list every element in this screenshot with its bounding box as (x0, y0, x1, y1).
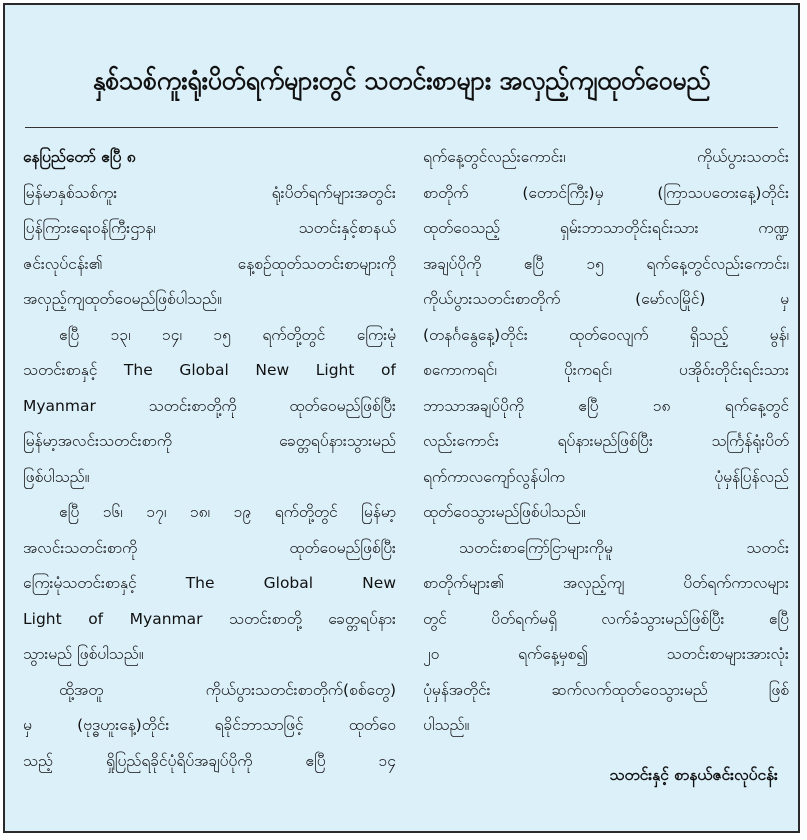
text-line: ဇင်းလုပ်ငန်း၏ နေ့စဉ်ထုတ်သတင်းစာများကို (23, 254, 396, 273)
left-column (23, 140, 396, 779)
text-line: အလင်းသတင်းစာကို ထုတ်ဝေမည်ဖြစ်ပြီး (23, 538, 396, 557)
headline-rule (25, 127, 778, 128)
text-line: ရက်ကာလကျော်လွန်ပါက ပုံမှန်ပြန်လည် (423, 467, 789, 486)
dateline: နေပြည်တော် ဧပြီ ၈ (23, 148, 136, 166)
text-line: တွင် ပိတ်ရက်မရှိ လက်ခံသွားမည်ဖြစ်ပြီး ဧပြီ (423, 609, 789, 628)
text-line: သွားမည် ဖြစ်ပါသည်။ (23, 645, 144, 663)
right-column (423, 140, 789, 744)
text-line: ၂၀ ရက်နေ့မှစ၍ သတင်းစာများအားလုံး (423, 645, 789, 663)
text-line: သည့် ရှိုပြည်ရခိုင်ပုံရိပ်အချပ်ပိုကို ဧပြီ ၁၄ (23, 751, 396, 770)
text-line: စကောကရင်၊ ပိုးကရင်၊ ပအိုဝ်းတိုင်းရင်းသား (423, 361, 789, 379)
text-line: ပုံမှန်အတိုင်း ဆက်လက်ထုတ်ဝေသွားမည် ဖြစ် (423, 680, 789, 699)
text-line: ရက်နေ့တွင်လည်းကောင်း၊ ကိုယ်ပွားသတင်း (423, 148, 789, 166)
text-line: ဖြစ်ပါသည်။ (23, 467, 90, 486)
text-line: ထို့အတူ ကိုယ်ပွားသတင်းစာတိုက်(စစ်တွေ) (59, 680, 396, 699)
text-line: ဘာသာအချပ်ပိုကို ဧပြီ ၁၈ ရက်နေ့တွင် (423, 396, 789, 415)
text-line: ကြေးမုံသတင်းစာနှင့် The Global New (23, 574, 396, 592)
text-line: ထုတ်ဝေသွားမည်ဖြစ်ပါသည်။ (423, 503, 586, 521)
text-line: အချပ်ပိုကို ဧပြီ ၁၅ ရက်နေ့တွင်လည်းကောင်း၊ (423, 254, 789, 273)
text-line: မြန်မာနှစ်သစ်ကူး ရုံးပိတ်ရက်များအတွင်း (23, 183, 396, 202)
signature: သတင်းနှင့် စာနယ်ဇင်းလုပ်ငန်း (609, 766, 778, 784)
text-line: သတင်းစာကြော်ငြာများကိုမူ သတင်း (459, 538, 789, 557)
text-line: ထုတ်ဝေသည့် ရှမ်းဘာသာတိုင်းရင်းသား ကဏ္ဍ (423, 219, 789, 237)
headline: နှစ်သစ်ကူးရုံးပိတ်ရက်များတွင် သတင်းစာများ အလှည့်ကျထုတ်ဝေမည် (92, 66, 711, 95)
text-line: (တနင်္ဂနွေနေ့)တိုင်း ထုတ်ဝေလျက် ရှိသည့် မွန်၊ (423, 325, 789, 344)
text-line: အလှည့်ကျထုတ်ဝေမည်ဖြစ်ပါသည်။ (23, 290, 222, 308)
article-frame (3, 3, 800, 833)
text-line: Light of Myanmar သတင်းစာတို့ ခေတ္တရပ်နား (23, 609, 396, 628)
text-line: ပါသည်။ (423, 716, 470, 734)
text-line: မှ (ဗုဒ္ဓဟူးနေ့)တိုင်း ရခိုင်ဘာသာဖြင့် ထုတ်ဝေ (23, 716, 396, 734)
text-line: မြန်မာ့အလင်းသတင်းစာကို ခေတ္တရပ်နားသွားမည် (23, 432, 396, 450)
text-line: စာတိုက်များ၏ အလှည့်ကျ ပိတ်ရက်ကာလများ (423, 574, 789, 592)
text-line: ပြန်ကြားရေးဝန်ကြီးဌာန၊ သတင်းနှင့်စာနယ် (23, 219, 396, 237)
text-line: ဧပြီ ၁၆၊ ၁၇၊ ၁၈၊ ၁၉ ရက်တို့တွင် မြန်မာ့ (59, 503, 396, 521)
text-line: စာတိုက် (တောင်ကြီး)မှ (ကြာသပတေးနေ့)တိုင်း (423, 183, 789, 202)
text-line: သတင်းစာနှင့် The Global New Light of (23, 361, 396, 379)
text-line: လည်းကောင်း ရပ်နားမည်ဖြစ်ပြီး သင်္ကြန်ရုံးပိတ် (423, 432, 789, 450)
text-line: ဧပြီ ၁၃၊ ၁၄၊ ၁၅ ရက်တို့တွင် ကြေးမုံ (59, 325, 396, 344)
text-line: ကိုယ်ပွားသတင်းစာတိုက် (မော်လမြိုင်) မှ (423, 290, 789, 308)
text-line: Myanmar သတင်းစာတို့ကို ထုတ်ဝေမည်ဖြစ်ပြီး (23, 396, 396, 415)
